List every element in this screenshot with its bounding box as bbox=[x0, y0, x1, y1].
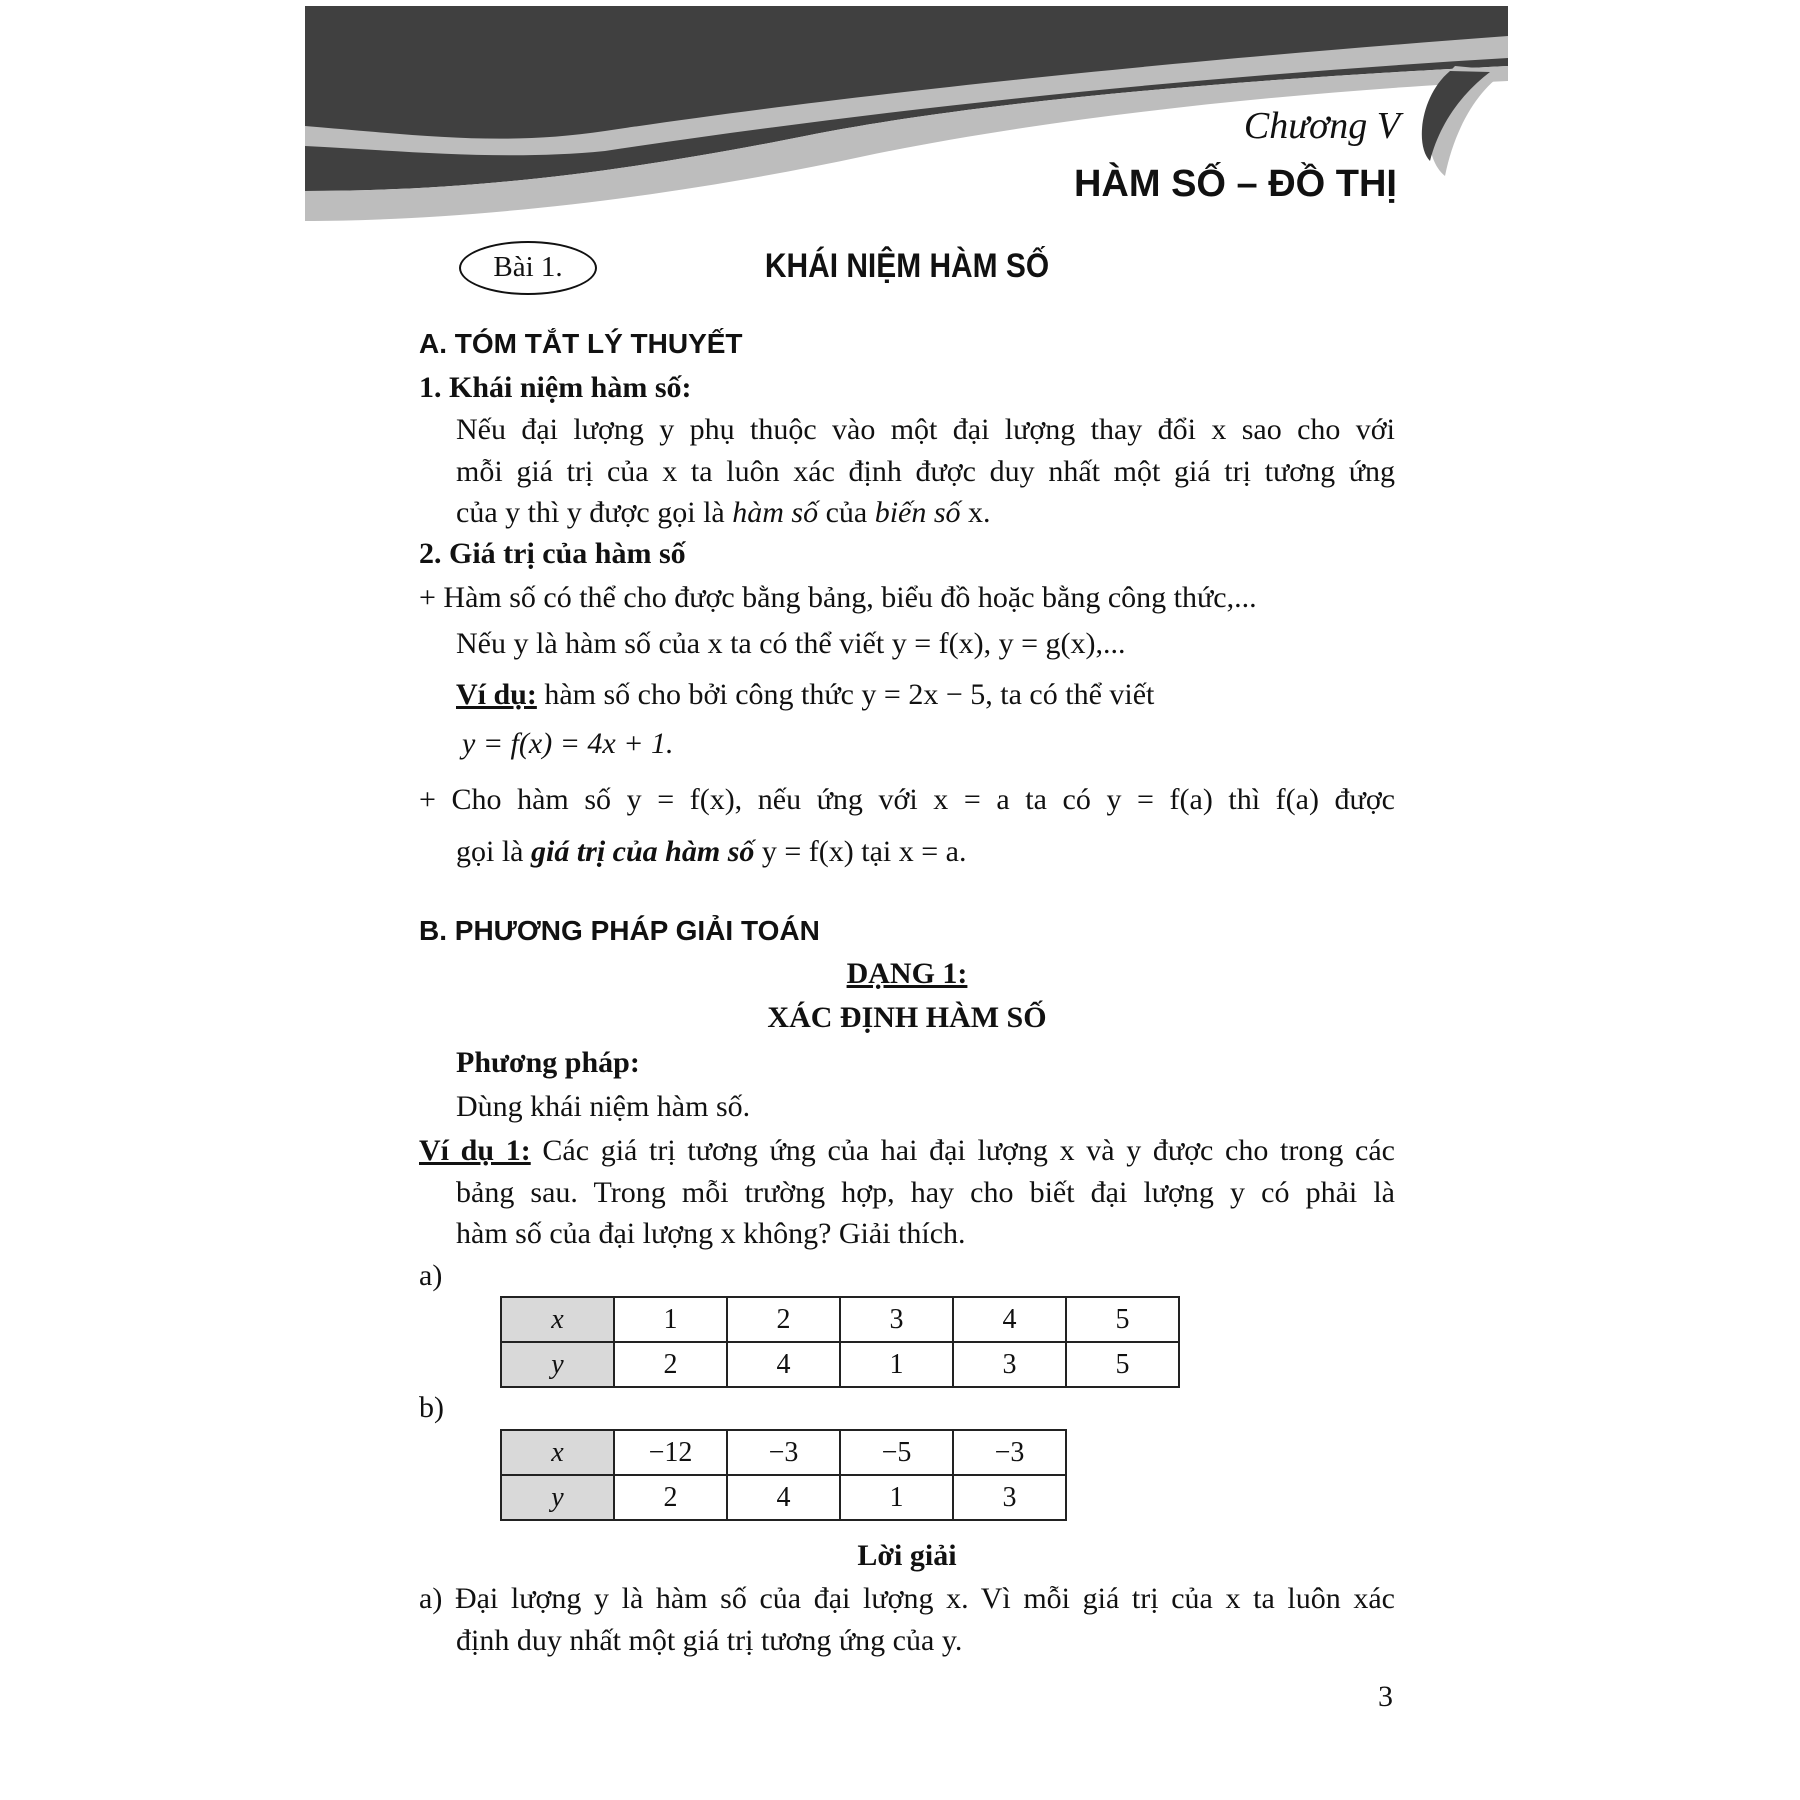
a-label: a) bbox=[419, 1259, 443, 1292]
text: Các giá trị tương ứng của hai đại lượng x và y được cho trong các bbox=[530, 1134, 1395, 1167]
b-label: b) bbox=[419, 1391, 444, 1424]
solution-line1: a) Đại lượng y là hàm số của đại lượng x. Vì mỗi giá trị của x ta luôn xác bbox=[419, 1582, 1395, 1615]
term-gia-tri: giá trị của hàm số bbox=[531, 835, 755, 868]
dang-label: DẠNG 1: bbox=[846, 957, 968, 990]
text: x. bbox=[960, 496, 991, 529]
chapter-label: Chương V bbox=[1243, 105, 1400, 147]
cell: −5 bbox=[840, 1430, 953, 1475]
term-bien-so: biến số bbox=[874, 496, 961, 529]
cell: x bbox=[501, 1430, 614, 1475]
p1-line3 bbox=[456, 493, 991, 533]
cell: 5 bbox=[1066, 1297, 1179, 1342]
text: gọi là bbox=[456, 835, 531, 868]
table-row bbox=[501, 1430, 1066, 1475]
section-a-heading: A. TÓM TẮT LÝ THUYẾT bbox=[419, 328, 743, 359]
term-ham-so: hàm số bbox=[732, 496, 819, 529]
text: của bbox=[818, 496, 875, 529]
vidu-line bbox=[456, 675, 1154, 715]
plus2-line2 bbox=[456, 832, 966, 872]
text: của y thì y được gọi là bbox=[456, 496, 733, 529]
lesson-title: KHÁI NIỆM HÀM SỐ bbox=[764, 247, 1050, 285]
solution-title: Lời giải bbox=[857, 1539, 957, 1572]
lesson-badge-label: Bài 1. bbox=[493, 251, 563, 283]
cell: 2 bbox=[727, 1297, 840, 1342]
text: y = f(x) tại x = a. bbox=[754, 835, 967, 868]
vidu-formula: y = f(x) = 4x + 1. bbox=[462, 727, 674, 760]
table-row bbox=[501, 1342, 1179, 1387]
line-neu: Nếu y là hàm số của x ta có thể viết y = f(x), y = g(x),... bbox=[456, 627, 1126, 660]
solution-line2: định duy nhất một giá trị tương ứng của y. bbox=[456, 1624, 963, 1657]
cell: 3 bbox=[840, 1297, 953, 1342]
chapter-title: HÀM SỐ – ĐỒ THỊ bbox=[1073, 163, 1397, 205]
item1-title: 1. Khái niệm hàm số: bbox=[419, 371, 692, 404]
p1-line2: mỗi giá trị của x ta luôn xác định được duy nhất một giá trị tương ứng bbox=[456, 455, 1395, 488]
method-text: Dùng khái niệm hàm số. bbox=[456, 1090, 751, 1123]
vidu-label: Ví dụ: bbox=[456, 678, 537, 711]
example-line2: bảng sau. Trong mỗi trường hợp, hay cho biết đại lượng y có phải là bbox=[456, 1176, 1395, 1209]
cell: 1 bbox=[840, 1475, 953, 1520]
cell: 5 bbox=[1066, 1342, 1179, 1387]
cell: 3 bbox=[953, 1475, 1066, 1520]
item2-title: 2. Giá trị của hàm số bbox=[419, 537, 686, 570]
cell: −3 bbox=[953, 1430, 1066, 1475]
dang-title: XÁC ĐỊNH HÀM SỐ bbox=[767, 1001, 1047, 1034]
table-row bbox=[501, 1475, 1066, 1520]
table-b bbox=[500, 1429, 1067, 1521]
example-label: Ví dụ 1: bbox=[419, 1134, 531, 1167]
section-b-heading: B. PHƯƠNG PHÁP GIẢI TOÁN bbox=[419, 915, 820, 946]
cell: 2 bbox=[614, 1475, 727, 1520]
cell: y bbox=[501, 1342, 614, 1387]
method-label: Phương pháp: bbox=[456, 1046, 640, 1079]
plus1: + Hàm số có thể cho được bằng bảng, biểu đồ hoặc bằng công thức,... bbox=[419, 581, 1257, 614]
cell: 1 bbox=[614, 1297, 727, 1342]
example-line1 bbox=[419, 1131, 1395, 1171]
cell: 4 bbox=[727, 1342, 840, 1387]
cell: x bbox=[501, 1297, 614, 1342]
example-line3: hàm số của đại lượng x không? Giải thích. bbox=[456, 1217, 966, 1250]
p1-line1: Nếu đại lượng y phụ thuộc vào một đại lượng thay đổi x sao cho với bbox=[456, 413, 1395, 446]
cell: y bbox=[501, 1475, 614, 1520]
cell: 3 bbox=[953, 1342, 1066, 1387]
vidu-text: hàm số cho bởi công thức y = 2x − 5, ta có thể viết bbox=[536, 678, 1155, 711]
cell: 4 bbox=[953, 1297, 1066, 1342]
cell: −3 bbox=[727, 1430, 840, 1475]
plus2: + Cho hàm số y = f(x), nếu ứng với x = a ta có y = f(a) thì f(a) được bbox=[419, 783, 1395, 816]
cell: 4 bbox=[727, 1475, 840, 1520]
table-a bbox=[500, 1296, 1180, 1388]
cell: 2 bbox=[614, 1342, 727, 1387]
cell: −12 bbox=[614, 1430, 727, 1475]
table-row bbox=[501, 1297, 1179, 1342]
page-number: 3 bbox=[1378, 1680, 1393, 1713]
cell: 1 bbox=[840, 1342, 953, 1387]
